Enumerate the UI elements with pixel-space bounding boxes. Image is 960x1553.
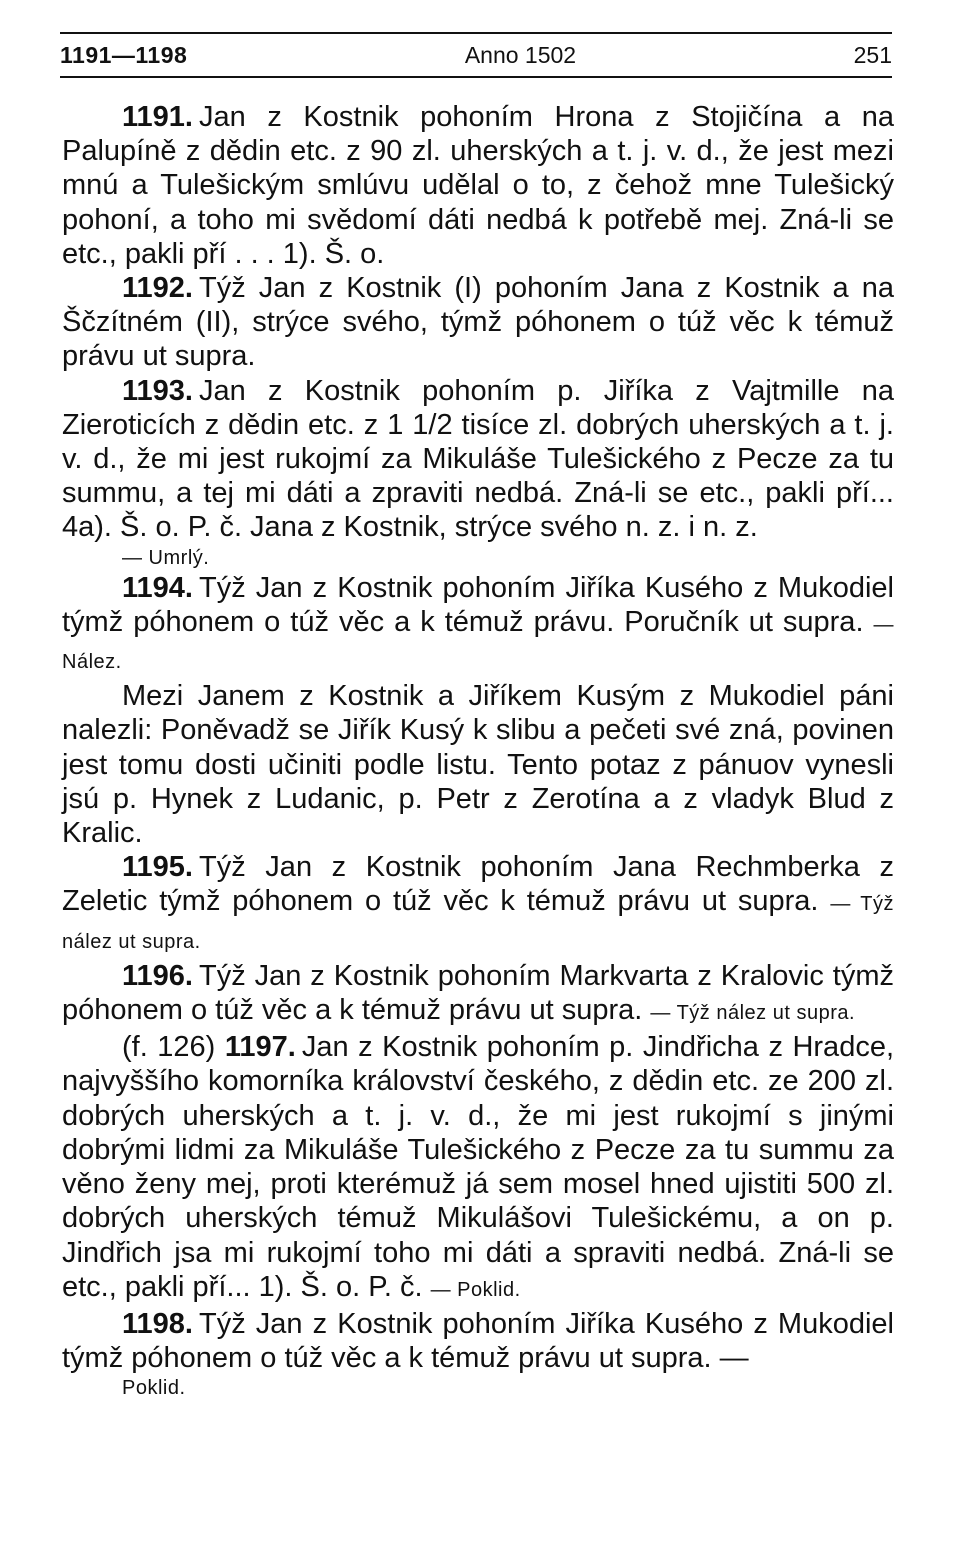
entry-note: — Nález. <box>62 613 894 674</box>
page-number: 251 <box>853 41 892 68</box>
entry-note: — Poklid. <box>430 1278 521 1301</box>
entry-note: — Umrlý. <box>122 546 210 569</box>
verdict-paragraph <box>62 679 894 850</box>
entry-text: Jan z Kostnik pohoním p. Jiříka z Vajtmille na Zieroticích z dědin etc. z 1 1/2 tisíce zl. dobrých uherských a t. j. v. d., že mi jest rukojmí za Mikuláše Tulešického z Pecze za tu summu, a tej mi dáti a zpraviti nedbá. Zná-li se etc., pakli pří... 4a). Š. o. P. č. Jana z Kostnik, strýce svého n. z. i n. z. <box>62 374 894 544</box>
entry-text: Jan z Kostnik pohoním p. Jindřicha z Hradce, najvyššího komorníka království českého, z dědin etc. ze 200 zl. dobrých uherských a t. j. v. d., že mi jest rukojmí s jinými dobrými lidmi za Mikuláše Tulešického z Pecze za tu summu za věno ženy mej, proti kterémuž já sem mosel hned ujistiti 500 zl. dobrých uherských témuž Mikulášovi Tulešickému, a on p. Jindřich jsa mi rukojmí toho mi dáti a spraviti nedbá. Zná-li se etc., pakli pří... 1). Š. o. P. č. <box>62 1031 895 1303</box>
entry-note: — Týž nález ut supra. <box>650 1002 856 1025</box>
document-body <box>62 100 894 1401</box>
entry-text: Týž Jan z Kostnik (I) pohoním Jana z Kostnik a na Ščzítném (II), strýce svého, týmž póhonem o túž věc k témuž právu ut supra. <box>62 272 894 373</box>
entry-number: 1195. <box>122 851 193 884</box>
entry-number: 1193. <box>122 374 193 407</box>
header-entry-range: 1191—1198 <box>60 41 188 68</box>
entry-1198 <box>62 1307 894 1401</box>
entry-text: Týž Jan z Kostnik pohoním Markvarta z Kralovic týmž póhonem o túž věc a k témuž právu ut supra. <box>62 959 894 1027</box>
entry-note: — Týž nález ut supra. <box>62 893 895 953</box>
entry-number: 1197. <box>224 1031 296 1064</box>
entry-number: 1196. <box>122 959 193 992</box>
folio-reference: (f. 126) <box>122 1031 216 1064</box>
running-header <box>60 32 892 78</box>
entry-number: 1198. <box>122 1307 193 1340</box>
entry-number: 1191. <box>122 101 193 133</box>
entry-1192 <box>62 271 894 374</box>
entry-text: Týž Jan z Kostnik pohoním Jiříka Kusého z Mukodiel týmž póhonem o túž věc a k témuž právu ut supra. — <box>62 1307 894 1375</box>
entry-1194 <box>62 571 894 680</box>
entry-text: Jan z Kostnik pohoním Hrona z Stojičína a na Palupíně z dědin etc. z 90 zl. uherských a t. j. v. d., že jest mezi mnú a Tulešickým smlúvu udělal o to, z čehož mne Tulešický pohoní, a toho mi svědomí dáti nedbá k potřebě mej. Zná-li se etc., pakli pří . . . 1). Š. o. <box>62 101 894 270</box>
entry-text: Týž Jan z Kostnik pohoním Jiříka Kusého z Mukodiel týmž póhonem o túž věc a k témuž právu. Poručník ut supra. <box>62 571 894 638</box>
header-year: Anno 1502 <box>464 41 577 68</box>
entry-1195 <box>62 850 894 959</box>
entry-1193 <box>62 374 894 571</box>
verdict-text: Mezi Janem z Kostnik a Jiříkem Kusým z Mukodiel páni nalezli: Poněvadž se Jiřík Kusý k slibu a pečeti své zná, povinen jest tomu dosti učiniti podle listu. Tento potaz z pánuov vynesli jsú p. Hynek z Ludanic, p. Petr z Zerotína a z vladyk Blud z Kralic. <box>62 680 894 850</box>
entry-1191 <box>62 100 894 271</box>
entry-number: 1194. <box>122 571 193 604</box>
entry-1196 <box>62 959 894 1030</box>
entry-text: Týž Jan z Kostnik pohoním Jana Rechmberka z Zeletic týmž póhonem o túž věc k témuž právu ut supra. <box>62 851 894 918</box>
entry-number: 1192. <box>122 272 193 305</box>
entry-1197 <box>62 1030 894 1307</box>
entry-note: Poklid. <box>122 1377 186 1400</box>
